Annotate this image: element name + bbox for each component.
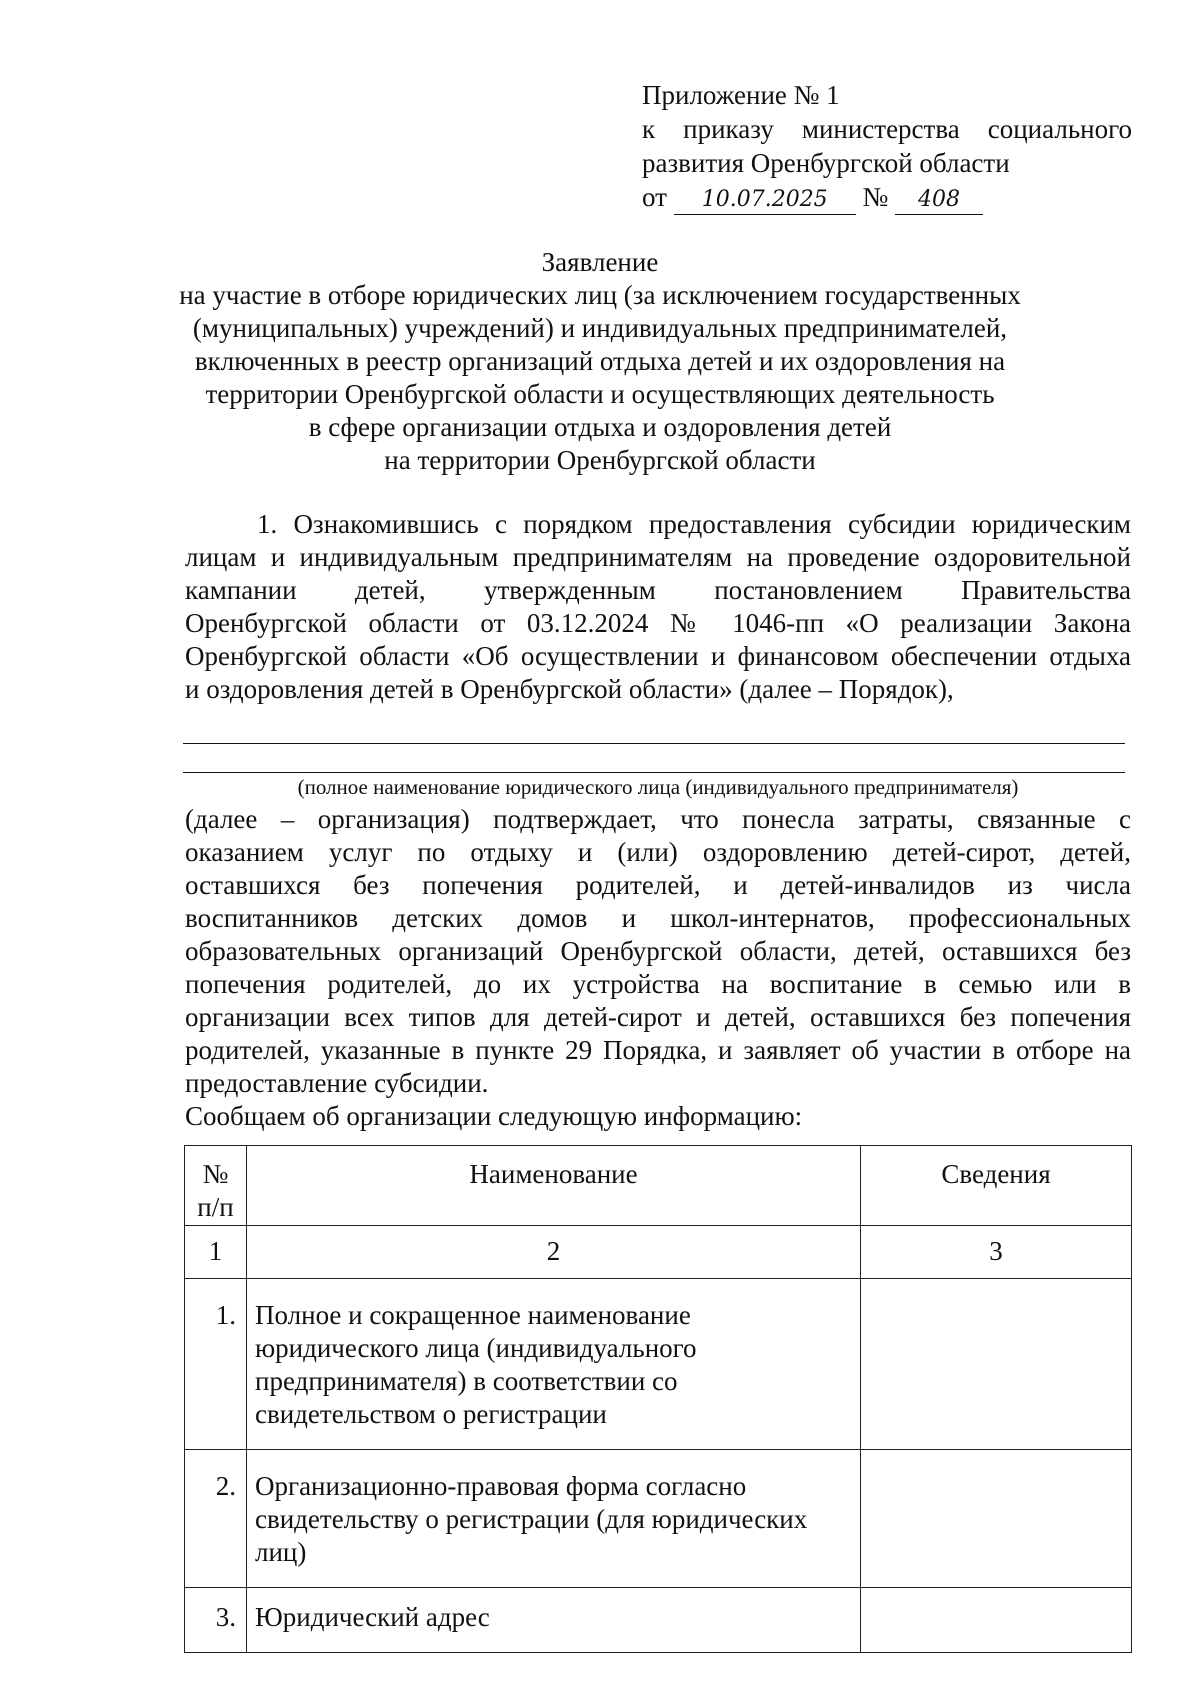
title-heading: Заявление [541, 247, 659, 277]
row-label-line: свидетельству о регистрации (для юридических [255, 1504, 808, 1534]
date-prefix: от [642, 182, 667, 212]
column-number: 2 [247, 1226, 861, 1279]
row-value-cell[interactable] [861, 1450, 1132, 1588]
paragraph-line: Оренбургской области от 03.12.2024 № 1046-пп «О реализации Закона [185, 608, 1131, 638]
appendix-title: Приложение № 1 [642, 80, 840, 110]
paragraph-line: образовательных организаций Оренбургской области, детей, оставшихся без [185, 936, 1131, 966]
table-column-numbers-row [185, 1226, 1132, 1279]
document-title [150, 246, 1050, 477]
paragraph-line: и оздоровления детей в Оренбургской области» (далее – Порядок), [185, 674, 954, 704]
org-name-blank-line[interactable] [183, 743, 1125, 744]
title-line: (муниципальных) учреждений) и индивидуальных предпринимателей, [192, 313, 1008, 343]
row-number: 3. [185, 1588, 247, 1653]
org-name-caption: (полное наименование юридического лица (индивидуального предпринимателя) [297, 775, 1019, 799]
table-row [185, 1450, 1132, 1588]
paragraph-line: попечения родителей, до их устройства на воспитание в семью или в [185, 969, 1131, 999]
row-label-line: предпринимателя) в соответствии со [255, 1366, 678, 1396]
row-label-line: юридического лица (индивидуального [255, 1333, 697, 1363]
title-line: на территории Оренбургской области [384, 445, 816, 475]
organization-info-table [184, 1145, 1132, 1653]
table-row [185, 1588, 1132, 1653]
paragraph-line: родителей, указанные в пункте 29 Порядка, и заявляет об участии в отборе на [185, 1035, 1131, 1065]
org-name-blank-line[interactable] [183, 772, 1125, 773]
row-label-line: лиц) [255, 1537, 307, 1567]
number-prefix: № [862, 182, 889, 212]
header-info: Сведения [861, 1146, 1132, 1226]
row-label-line: Юридический адрес [255, 1602, 490, 1632]
row-label [247, 1588, 861, 1653]
row-value-cell[interactable] [861, 1279, 1132, 1450]
paragraph-line: лицам и индивидуальным предпринимателям на проведение оздоровительной [185, 542, 1131, 572]
paragraph-line: Сообщаем об организации следующую информацию: [185, 1101, 803, 1131]
row-label-line: свидетельством о регистрации [255, 1399, 607, 1429]
title-line: включенных в реестр организаций отдыха детей и их оздоровления на [194, 346, 1006, 376]
row-label-line: Организационно-правовая форма согласно [255, 1471, 747, 1501]
table-row [185, 1279, 1132, 1450]
paragraph-line: воспитанников детских домов и школ-интернатов, профессиональных [185, 903, 1131, 933]
appendix-block [642, 78, 1132, 215]
row-label-line: Полное и сокращенное наименование [255, 1300, 691, 1330]
paragraph-line: предоставление субсидии. [185, 1068, 489, 1098]
paragraph-line: организации всех типов для детей-сирот и детей, оставшихся без попечения [185, 1002, 1131, 1032]
header-number-sign: № [202, 1159, 229, 1189]
row-label [247, 1450, 861, 1588]
title-line: на участие в отборе юридических лиц (за исключением государственных [179, 280, 1021, 310]
paragraph-2 [185, 803, 1131, 1133]
table-header-row [185, 1146, 1132, 1226]
handwritten-date: 10.07.2025 [674, 186, 856, 215]
handwritten-number: 408 [895, 186, 983, 215]
header-name: Наименование [247, 1146, 861, 1226]
paragraph-line: (далее – организация) подтверждает, что понесла затраты, связанные с [185, 804, 1131, 834]
paragraph-line: оказанием услуг по отдыху и (или) оздоровлению детей-сирот, детей, [185, 837, 1131, 867]
paragraph-line: кампании детей, утвержденным постановлением Правительства [185, 575, 1131, 605]
row-number: 1. [185, 1279, 247, 1450]
row-value-cell[interactable] [861, 1588, 1132, 1653]
paragraph-line: оставшихся без попечения родителей, и детей-инвалидов из числа [185, 870, 1131, 900]
appendix-line: развития Оренбургской области [642, 148, 1010, 178]
row-label [247, 1279, 861, 1450]
title-line: территории Оренбургской области и осуществляющих деятельность [205, 379, 995, 409]
paragraph-line: 1. Ознакомившись с порядком предоставления субсидии юридическим [257, 509, 1131, 539]
header-number [185, 1146, 247, 1226]
paragraph-line: Оренбургской области «Об осуществлении и финансовом обеспечении отдыха [185, 641, 1131, 671]
header-number-abbr: п/п [197, 1192, 234, 1222]
appendix-date-line [642, 180, 1132, 215]
column-number: 1 [185, 1226, 247, 1279]
appendix-line: к приказу министерства социального [642, 114, 1132, 144]
row-number: 2. [185, 1450, 247, 1588]
column-number: 3 [861, 1226, 1132, 1279]
title-line: в сфере организации отдыха и оздоровления детей [308, 412, 892, 442]
paragraph-1 [185, 508, 1131, 706]
